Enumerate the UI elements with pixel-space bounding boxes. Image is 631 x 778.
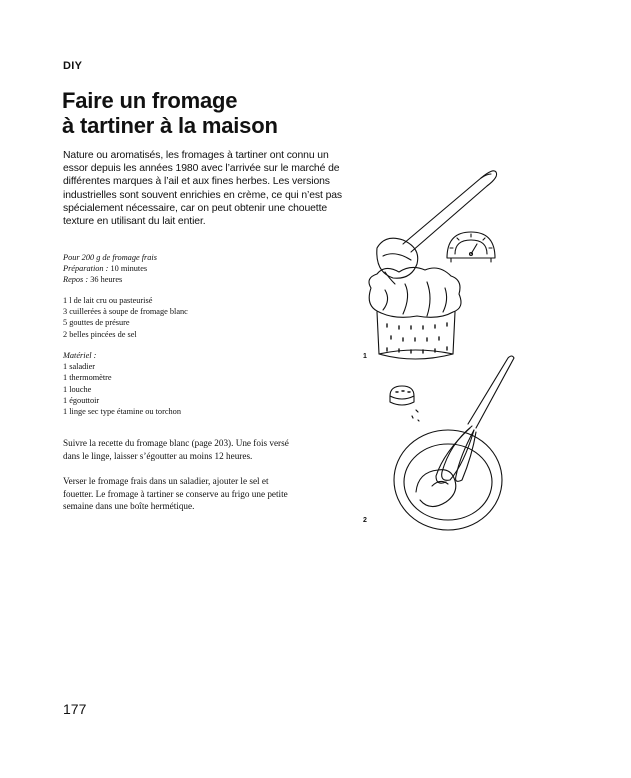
ladle-bowl: [377, 238, 418, 278]
figure-number: 1: [363, 353, 367, 360]
section-tag: DIY: [63, 60, 83, 72]
thermometer-feet: [451, 258, 491, 262]
salt-shaker-holes: [396, 391, 410, 392]
equipment-item: 1 saladier: [63, 362, 96, 372]
cloth-fold: [427, 282, 430, 316]
equipment-heading: Matériel :: [63, 351, 97, 360]
instruction-step: Suivre la recette du fromage blanc (page 203). Une fois versé dans le linge, laisser s’égoutter au moins 12 heures.: [63, 438, 289, 461]
ingredient-item: 3 cuillerées à soupe de fromage blanc: [63, 307, 188, 317]
ingredient-item: 5 gouttes de présure: [63, 318, 130, 328]
illustration-ladle-draining: [355, 160, 515, 370]
equipment-item: 1 égouttoir: [63, 395, 100, 405]
page-title: [62, 88, 362, 138]
equipment-item: 1 linge sec type étamine ou torchon: [63, 407, 181, 417]
illustration-whisking-bowl: [380, 352, 520, 552]
salt-grains: [412, 410, 419, 421]
ingredient-item: 1 l de lait cru ou pasteurisé: [63, 296, 153, 305]
mould-holes: [387, 323, 447, 353]
yield-label: Pour 200 g de fromage frais: [63, 253, 157, 262]
instructions: [63, 437, 293, 526]
recipe-meta: [63, 252, 313, 286]
ingredient-item: 2 belles pincées de sel: [63, 329, 137, 339]
prep-label: Préparation :: [63, 264, 109, 274]
salt-shaker-band: [390, 396, 414, 399]
equipment-list: [63, 361, 313, 417]
whisk-wire: [456, 430, 476, 481]
prep-value: 10 minutes: [108, 264, 148, 274]
rest-value: 36 heures: [88, 275, 123, 285]
figure-number: 2: [363, 517, 367, 524]
rest-label: Repos :: [63, 275, 89, 285]
equipment-item: 1 thermomètre: [63, 373, 112, 383]
ladle-rim: [383, 254, 411, 260]
cloth-fold: [443, 288, 447, 312]
thermometer-dial: [455, 240, 487, 254]
ingredients-list: [63, 295, 313, 340]
equipment-block: [63, 350, 313, 417]
salt-shaker: [390, 386, 414, 405]
instruction-step: Verser le fromage frais dans un saladier, ajouter le sel et fouetter. Le fromage à tartiner se conserve au frigo une petite semaine dans une boîte hermétique.: [63, 476, 288, 512]
title-line: à tartiner à la maison: [62, 113, 278, 138]
page-number: 177: [63, 701, 87, 717]
cloth-fold: [383, 290, 388, 310]
intro-paragraph: Nature ou aromatisés, les fromages à tartiner ont connu un essor depuis les années 1980 avec l’arrivée sur le marché de différentes marques à l’ail et aux fines herbes. Les versions industrielles sont souvent enrichies en crème, ce qui n’est pas spécialement nécessaire, car on peut obtenir une chouette texture en utilisant du lait entier.: [63, 150, 343, 228]
cloth-fold: [403, 284, 408, 314]
whisk-handle: [468, 356, 514, 428]
equipment-item: 1 louche: [63, 384, 92, 394]
title-line: Faire un fromage: [62, 88, 238, 113]
